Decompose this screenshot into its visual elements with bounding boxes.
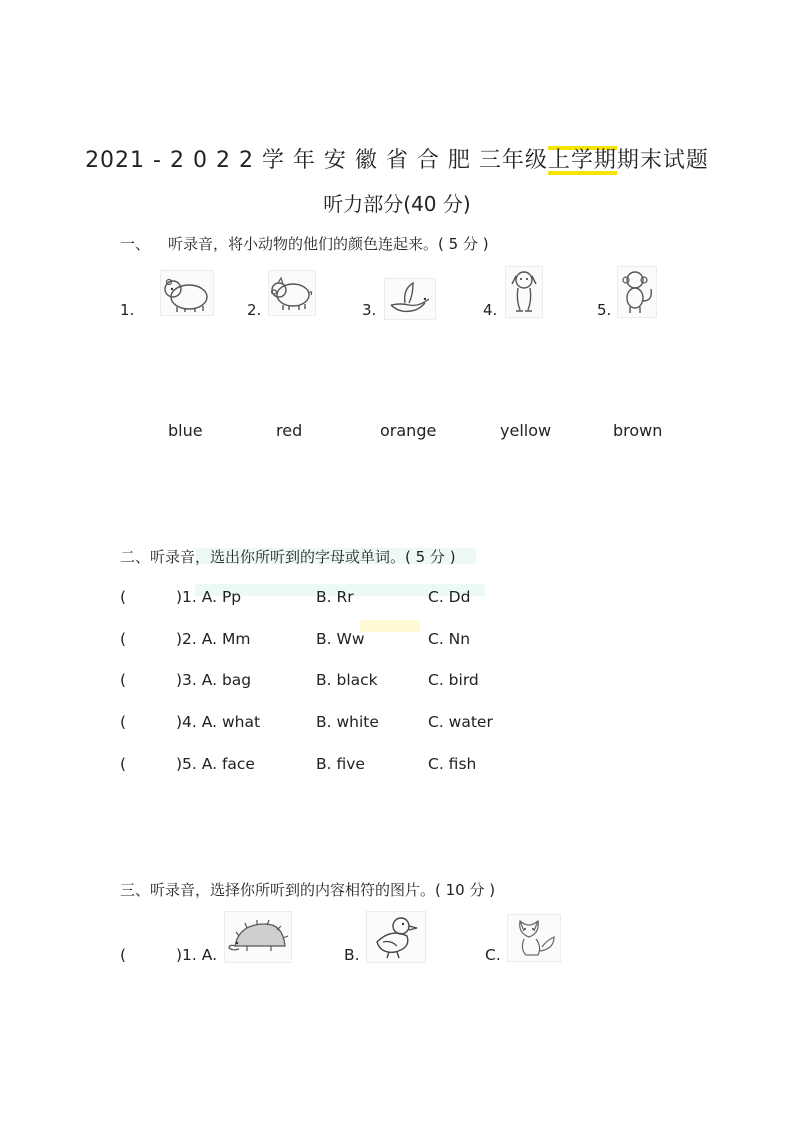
option-c: C. water [428,713,493,731]
option-b: B. black [316,671,378,689]
dog-icon [505,266,543,318]
option-c: C. fish [428,755,477,773]
answer-paren: ( [120,671,127,689]
section3-option-b: B. [344,946,360,964]
answer-paren: ( [120,588,127,606]
answer-paren: ( [120,755,127,773]
section2-heading: 二、听录音，选出你所听到的字母或单词。( 5 分 ) [120,548,456,566]
title-text-post: 期末试题 [616,148,709,173]
option-c: C. bird [428,671,479,689]
color-word-1: blue [168,421,203,440]
color-word-4: yellow [500,421,552,440]
option-a: )4. A. what [176,713,261,731]
item2-number: 2. [247,301,262,319]
answer-paren: ( [120,946,127,964]
monkey-icon [617,266,657,318]
page-title [0,143,794,174]
option-a: )3. A. bag [176,671,252,689]
duck-icon [366,911,426,963]
color-word-3: orange [380,421,437,440]
option-c: C. Dd [428,588,471,606]
title-text-pre: 2021 - 2 0 2 2 学 年 安 徽 省 合 肥 三年级 [85,148,548,173]
option-b: B. white [316,713,379,731]
pig-icon [268,270,316,316]
title-highlight: 上学期 [547,148,617,173]
option-b: B. Ww [316,630,365,648]
option-c: C. Nn [428,630,471,648]
section1-heading: 听录音，将小动物的他们的颜色连起来。( 5 分 ) [168,235,489,253]
item1-number: 1. [120,301,135,319]
page-subtitle: 听力部分(40 分) [323,192,471,216]
option-a: )2. A. Mm [176,630,251,648]
fox-icon [507,914,561,962]
section1-number: 一、 [120,235,151,253]
color-word-5: brown [613,421,663,440]
bear-icon [160,270,214,316]
item3-number: 3. [362,301,377,319]
option-b: B. Rr [316,588,354,606]
hedgehog-icon [224,911,292,963]
answer-paren: ( [120,630,127,648]
section3-heading: 三、听录音，选择你所听到的内容相符的图片。( 10 分 ) [120,881,496,899]
option-b: B. five [316,755,365,773]
item4-number: 4. [483,301,498,319]
item5-number: 5. [597,301,612,319]
watermark-band-3 [360,620,420,632]
color-word-2: red [276,421,303,440]
answer-paren: ( [120,713,127,731]
section3-q1: )1. A. [176,946,218,964]
option-a: )1. A. Pp [176,588,242,606]
option-a: )5. A. face [176,755,255,773]
section3-option-c: C. [485,946,501,964]
bird-icon [384,278,436,320]
